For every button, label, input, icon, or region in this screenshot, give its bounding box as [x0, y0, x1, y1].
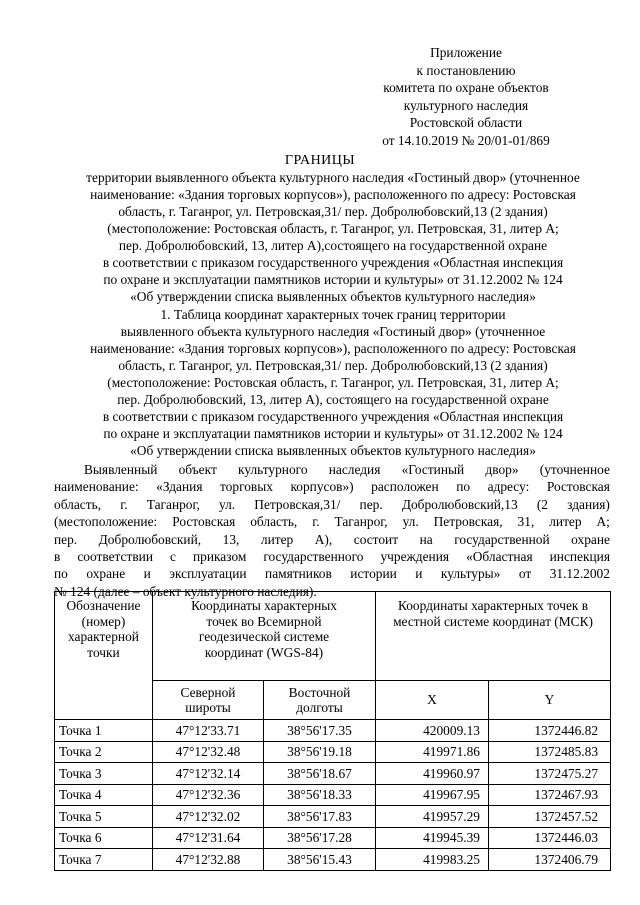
paragraph-word: ул.: [219, 496, 236, 512]
east-cell: 38°56'15.43: [264, 849, 376, 871]
paragraph-word: пер.: [54, 531, 78, 547]
paragraph-word: по: [456, 479, 471, 495]
caption-line: выявленного объекта культурного наследия «Гостиный двор» (уточненное: [120, 324, 546, 339]
paragraph-word: пер.: [359, 496, 383, 512]
caption-line: пер. Добролюбовский, 13, литер А), состоящего на государственной охране: [117, 392, 549, 407]
appendix-line: Приложение: [430, 45, 502, 60]
north-cell: 47°12'32.02: [153, 806, 264, 828]
paragraph-word: Таганрог,: [334, 514, 388, 530]
subtitle-block: [50, 169, 616, 305]
paragraph-word: № 124 (далее – объект культурного наследия).: [54, 583, 317, 599]
caption-line: 1. Таблица координат характерных точек границ территории: [160, 307, 506, 322]
point-name-cell: Точка 2: [55, 741, 153, 763]
table-row: [55, 849, 611, 871]
paragraph-word: область,: [250, 514, 298, 530]
paragraph-word: и: [415, 566, 423, 582]
header-north: Северной широты: [153, 681, 264, 720]
paragraph-word: область,: [54, 496, 102, 512]
x-cell: 419960.97: [376, 763, 489, 785]
paragraph-word: культурного: [238, 462, 308, 477]
paragraph-word: государственного: [263, 548, 364, 564]
paragraph-line: [54, 496, 610, 513]
subtitle-line: область, г. Таганрог, ул. Петровская,31/ пер. Добролюбовский,13 (2 здания): [118, 204, 548, 219]
north-cell: 47°12'32.88: [153, 849, 264, 871]
appendix-header: [336, 44, 596, 150]
coordinates-table: [54, 591, 611, 871]
paragraph-word: наименование:: [54, 479, 139, 495]
table-row: [55, 763, 611, 785]
x-cell: 419945.39: [376, 827, 489, 849]
y-cell: 1372475.27: [489, 763, 611, 785]
paragraph-word: торговых: [220, 479, 273, 495]
header-msk: Координаты характерных точек в местной системе координат (МСК): [376, 592, 611, 681]
paragraph-word: Добролюбовский,: [98, 531, 202, 547]
paragraph-word: «Областная: [466, 548, 533, 564]
paragraph-word: литер: [260, 531, 294, 547]
paragraph-word: (2: [536, 496, 548, 512]
paragraph-word: инспекция: [549, 548, 610, 564]
subtitle-line: по охране и эксплуатации памятников истории и культуры» от 31.12.2002 № 124: [103, 272, 563, 287]
paragraph-word: г.: [312, 514, 320, 530]
table-row: [55, 720, 611, 742]
paragraph-word: «Здания: [156, 479, 203, 495]
appendix-line: комитета по охране объектов: [383, 80, 549, 96]
document-title: ГРАНИЦЫ: [284, 153, 356, 168]
body-paragraph: [54, 461, 610, 600]
paragraph-word: объект: [178, 462, 217, 477]
table-caption-block: [50, 306, 616, 459]
paragraph-word: эксплуатации: [169, 566, 247, 582]
subtitle-line: (местоположение: Ростовская область, г. Таганрог, ул. Петровская, 31, литер А;: [107, 221, 559, 236]
north-cell: 47°12'32.48: [153, 741, 264, 763]
appendix-line: культурного наследия: [403, 97, 529, 113]
caption-line: «Об утверждении списка выявленных объектов культурного наследия»: [130, 443, 536, 458]
point-name-cell: Точка 5: [55, 806, 153, 828]
x-cell: 420009.13: [376, 720, 489, 742]
header-east: Восточной долготы: [264, 681, 376, 720]
x-cell: 419957.29: [376, 806, 489, 828]
paragraph-word: 31,: [517, 514, 535, 530]
paragraph-word: культуры»: [440, 566, 501, 582]
paragraph-word: и: [143, 566, 151, 582]
paragraph-word: корпусов»): [290, 479, 354, 495]
paragraph-word: г.: [120, 496, 128, 512]
paragraph-word: Добролюбовский,13: [401, 496, 518, 512]
paragraph-word: (уточненное: [539, 462, 610, 477]
subtitle-line: «Об утверждении списка выявленных объектов культурного наследия»: [130, 289, 536, 304]
x-cell: 419983.25: [376, 849, 489, 871]
paragraph-word: государственной: [454, 531, 550, 547]
paragraph-word: памятников: [265, 566, 332, 582]
paragraph-word: соответствии: [77, 548, 153, 564]
paragraph-word: Ростовская: [172, 514, 236, 530]
subtitle-line: пер. Добролюбовский, 13, литер А),состоящего на государственной охране: [118, 238, 548, 253]
paragraph-word: по: [54, 566, 68, 582]
paragraph-word: состоит: [353, 531, 399, 547]
paragraph-word: адресу:: [487, 479, 530, 495]
caption-line: в соответствии с приказом государственного учреждения «Областная инспекция: [102, 409, 564, 424]
paragraph-word: охране: [571, 531, 610, 547]
point-name-cell: Точка 1: [55, 720, 153, 742]
east-cell: 38°56'18.33: [264, 784, 376, 806]
x-cell: 419967.95: [376, 784, 489, 806]
paragraph-word: Петровская,: [433, 514, 503, 530]
caption-line: область, г. Таганрог, ул. Петровская,31/ пер. Добролюбовский,13 (2 здания): [118, 358, 548, 373]
paragraph-line: [54, 548, 610, 565]
y-cell: 1372457.52: [489, 806, 611, 828]
north-cell: 47°12'32.36: [153, 784, 264, 806]
appendix-line: к постановлению: [416, 62, 516, 78]
paragraph-line: [54, 513, 610, 530]
table-row: [55, 806, 611, 828]
paragraph-word: ул.: [402, 514, 419, 530]
table-row: [55, 741, 611, 763]
paragraph-word: охране: [86, 566, 126, 582]
y-cell: 1372406.79: [489, 849, 611, 871]
appendix-line: Ростовской области: [409, 115, 523, 131]
paragraph-word: приказом: [192, 548, 247, 564]
paragraph-line: [54, 531, 610, 548]
paragraph-word: литер: [549, 514, 582, 530]
paragraph-word: от: [518, 566, 532, 582]
caption-line: (местоположение: Ростовская область, г. Таганрог, ул. Петровская, 31, литер А;: [107, 375, 559, 390]
appendix-line: от 14.10.2019 № 20/01-01/869: [382, 132, 550, 148]
paragraph-word: Ростовская: [546, 479, 610, 495]
east-cell: 38°56'17.83: [264, 806, 376, 828]
y-cell: 1372467.93: [489, 784, 611, 806]
paragraph-word: наследия: [328, 462, 381, 477]
paragraph-word: здания): [567, 496, 610, 512]
y-cell: 1372485.83: [489, 741, 611, 763]
east-cell: 38°56'17.28: [264, 827, 376, 849]
y-cell: 1372446.82: [489, 720, 611, 742]
table-row: [55, 827, 611, 849]
east-cell: 38°56'17.35: [264, 720, 376, 742]
paragraph-word: Таганрог,: [146, 496, 200, 512]
east-cell: 38°56'18.67: [264, 763, 376, 785]
paragraph-word: на: [419, 531, 433, 547]
paragraph-word: двор»: [485, 462, 519, 477]
x-cell: 419971.86: [376, 741, 489, 763]
paragraph-word: учреждения: [380, 548, 450, 564]
north-cell: 47°12'31.64: [153, 827, 264, 849]
header-point: Обозначение (номер) характерной точки: [55, 592, 153, 720]
north-cell: 47°12'33.71: [153, 720, 264, 742]
y-cell: 1372446.03: [489, 827, 611, 849]
paragraph-word: истории: [350, 566, 397, 582]
subtitle-line: в соответствии с приказом государственного учреждения «Областная инспекция: [102, 255, 564, 270]
header-x: X: [376, 681, 489, 720]
north-cell: 47°12'32.14: [153, 763, 264, 785]
header-y: Y: [489, 681, 611, 720]
east-cell: 38°56'19.18: [264, 741, 376, 763]
subtitle-line: наименование: «Здания торговых корпусов»), расположенного по адресу: Ростовская: [90, 187, 576, 202]
paragraph-word: расположен: [371, 479, 439, 495]
header-wgs: Координаты характерных точек во Всемирной геодезической системе координат (WGS-84): [153, 592, 376, 681]
subtitle-line: территории выявленного объекта культурного наследия «Гостиный двор» (уточненное: [86, 170, 580, 185]
paragraph-word: (местоположение:: [54, 514, 158, 530]
table-row: [55, 784, 611, 806]
paragraph-line: [54, 478, 610, 495]
point-name-cell: Точка 4: [55, 784, 153, 806]
paragraph-word: Петровская,31/: [254, 496, 341, 512]
paragraph-word: с: [170, 548, 176, 564]
paragraph-line: [54, 565, 610, 582]
paragraph-word: «Гостиный: [401, 462, 465, 477]
paragraph-line: [54, 461, 610, 478]
paragraph-word: 31.12.2002: [549, 566, 610, 582]
paragraph-word: Выявленный: [84, 462, 158, 477]
point-name-cell: Точка 6: [55, 827, 153, 849]
paragraph-word: в: [54, 548, 61, 564]
caption-line: по охране и эксплуатации памятников истории и культуры» от 31.12.2002 № 124: [103, 426, 563, 441]
caption-line: наименование: «Здания торговых корпусов»), расположенного по адресу: Ростовская: [90, 341, 576, 356]
point-name-cell: Точка 3: [55, 763, 153, 785]
paragraph-word: 13,: [222, 531, 240, 547]
point-name-cell: Точка 7: [55, 849, 153, 871]
paragraph-word: А;: [596, 514, 610, 530]
paragraph-word: А),: [314, 531, 333, 547]
